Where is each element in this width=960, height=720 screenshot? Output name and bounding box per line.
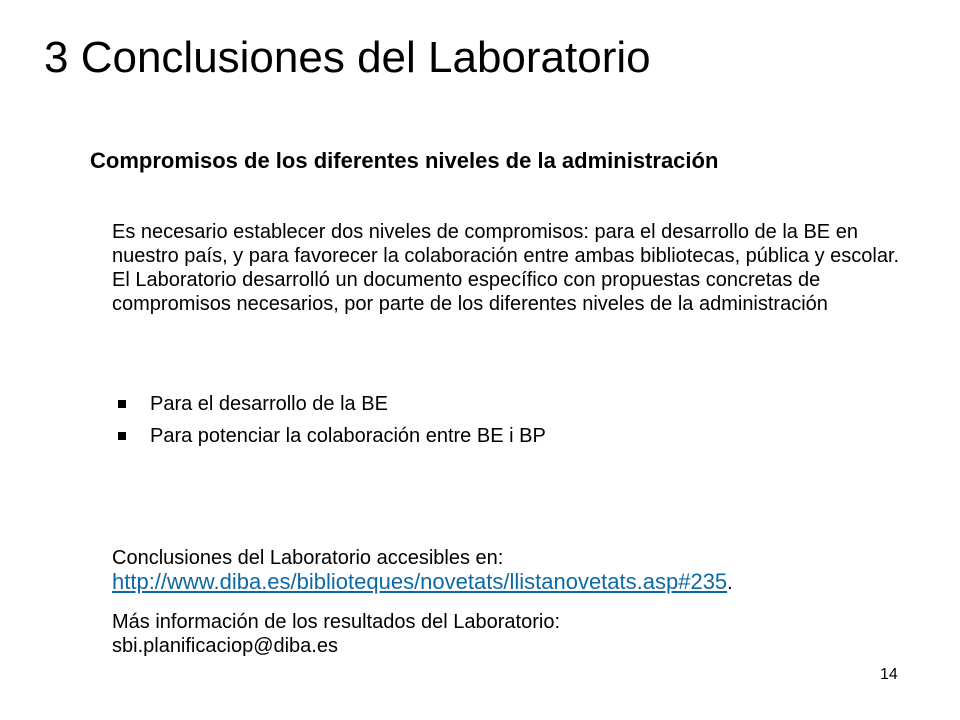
bullet-item (118, 420, 546, 452)
conclusions-link[interactable]: http://www.diba.es/biblioteques/novetats/llistanovetats.asp#235 (112, 569, 728, 594)
conclusions-block (112, 546, 912, 595)
body-paragraph: Es necesario establecer dos niveles de compromisos: para el desarrollo de la BE en nuestro país, y para favorecer la colaboración entre ambas bibliotecas, pública y escolar. El Laboratorio desarrolló un documento específico con propuestas concretas de compromisos necesarios, por parte de los diferentes niveles de la administración (112, 221, 900, 315)
square-bullet-icon (118, 432, 126, 440)
conclusions-label: Conclusiones del Laboratorio accesibles en: (112, 547, 504, 569)
more-info-label: Más información de los resultados del Laboratorio: (112, 611, 561, 633)
conclusions-period: . (727, 572, 733, 594)
page-number: 14 (880, 666, 898, 683)
bullet-item (118, 388, 546, 420)
slide-title: 3 Conclusiones del Laboratorio (44, 33, 651, 82)
square-bullet-icon (118, 400, 126, 408)
contact-email: sbi.planificaciop@diba.es (112, 635, 338, 657)
slide-subtitle: Compromisos de los diferentes niveles de la administración (90, 148, 719, 173)
bullet-list (118, 388, 546, 452)
more-info-block (112, 610, 912, 658)
bullet-text: Para el desarrollo de la BE (150, 393, 388, 415)
bullet-text: Para potenciar la colaboración entre BE i BP (150, 425, 546, 447)
